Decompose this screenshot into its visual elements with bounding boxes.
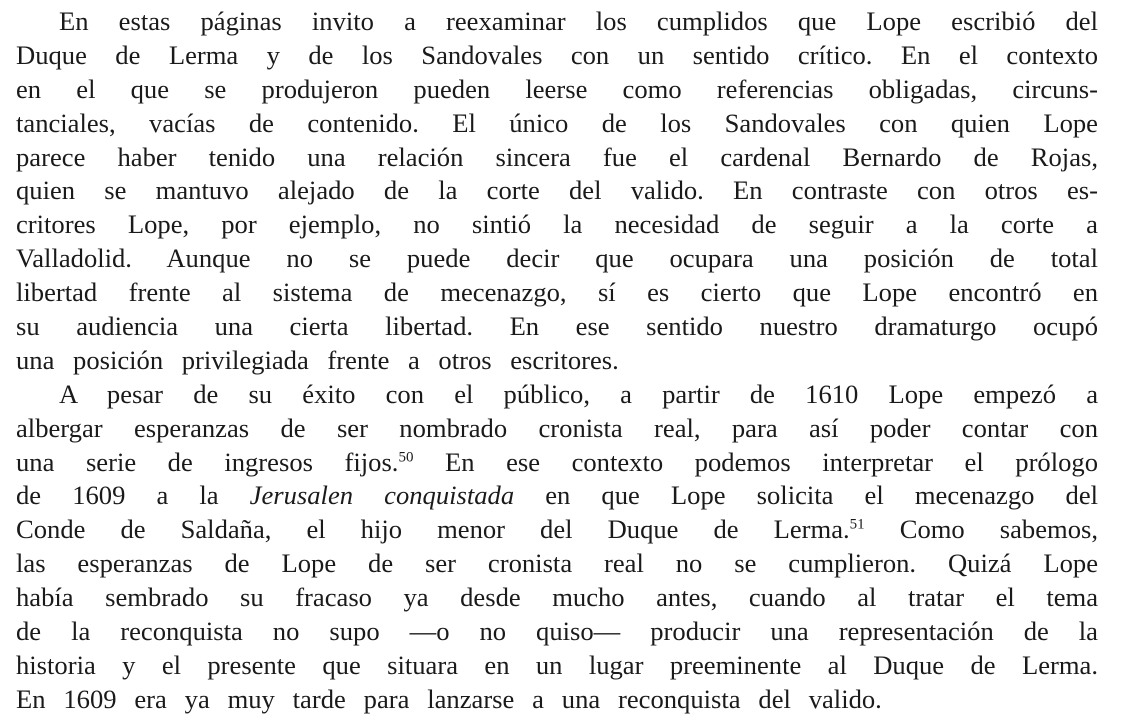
book-title: Jerusalen conquistada [249,480,515,511]
text-line: libertad frente al sistema de mecenazgo, sí es cierto que Lope encontró en [16,277,1098,308]
text-line: en el que se produjeron pueden leerse como referencias obligadas, circuns- [16,73,1098,104]
document-page [0,5,1128,726]
text-line [16,479,1098,513]
text-line: quien se mantuvo alejado de la corte del valido. En contraste con otros es- [16,175,1098,206]
text-segment: En ese contexto podemos interpretar el prólogo [413,446,1098,477]
text-line: parece haber tenido una relación sincera fue el cardenal Bernardo de Rojas, [16,141,1098,172]
text-segment: Conde de Saldaña, el hijo menor del Duque de Lerma. [16,514,850,545]
text-segment: una serie de ingresos fijos. [16,446,399,477]
footnote-ref-50[interactable]: 50 [398,449,414,466]
text-segment: en que Lope solicita el mecenazgo del [514,480,1098,511]
text-line: una posición privilegiada frente a otros escritores. [16,344,619,375]
text-line: había sembrado su fracaso ya desde mucho antes, cuando al tratar el tema [16,582,1098,613]
text-line: En estas páginas invito a reexaminar los cumplidos que Lope escribió del [59,6,1098,36]
footnote-ref-51[interactable]: 51 [849,517,865,534]
text-line: historia y el presente que situara en un lugar preeminente al Duque de Lerma. [16,649,1098,680]
text-line [16,513,1098,547]
text-line: critores Lope, por ejemplo, no sintió la necesidad de seguir a la corte a [16,209,1098,240]
text-line: Duque de Lerma y de los Sandovales con un sentido crítico. En el contexto [16,39,1098,70]
text-line: En 1609 era ya muy tarde para lanzarse a una reconquista del valido. [16,683,882,714]
text-line: tanciales, vacías de contenido. El único de los Sandovales con quien Lope [16,107,1098,138]
text-line: A pesar de su éxito con el público, a partir de 1610 Lope empezó a [59,378,1098,409]
text-line: albergar esperanzas de ser nombrado cronista real, para así poder contar con [16,412,1098,443]
paragraph-2 [16,378,1098,717]
text-line: de la reconquista no supo —o no quiso— producir una representación de la [16,616,1098,647]
text-line: las esperanzas de Lope de ser cronista real no se cumplieron. Quizá Lope [16,548,1098,579]
text-line: Valladolid. Aunque no se puede decir que ocupara una posición de total [16,243,1098,274]
text-segment: de 1609 a la [16,480,250,511]
text-segment: Como sabemos, [864,514,1098,545]
text-line [16,446,1098,480]
paragraph-1 [16,5,1098,378]
text-line: su audiencia una cierta libertad. En ese sentido nuestro dramaturgo ocupó [16,311,1098,342]
